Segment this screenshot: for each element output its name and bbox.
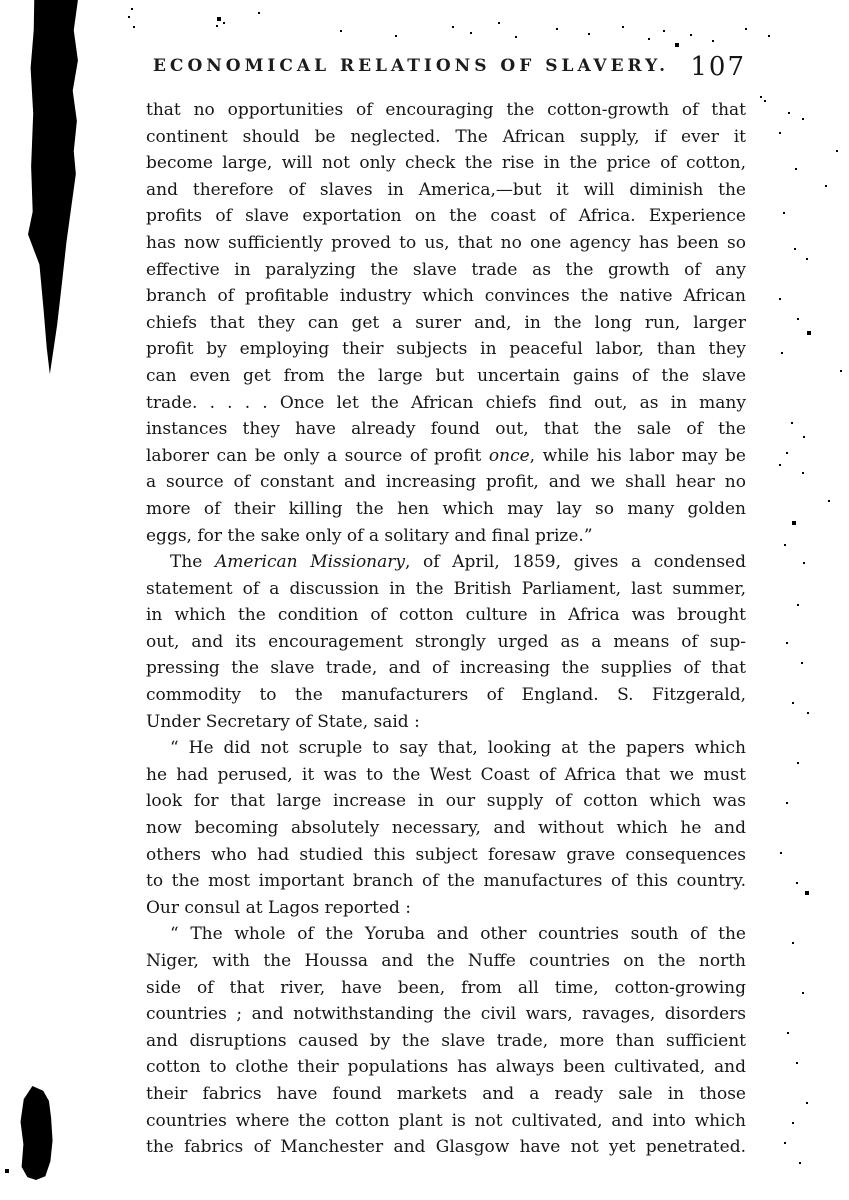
text-line: and disruptions caused by the slave trade, more than sufficient — [146, 1030, 746, 1051]
text-line: countries ; and notwithstanding the civil wars, ravages, disorders — [146, 1004, 746, 1025]
text-line: “ The whole of the Yoruba and other countries south of the — [170, 924, 746, 945]
text-line: and therefore of slaves in America,—but it will diminish the — [146, 179, 746, 200]
text-line: to the most important branch of the manufactures of this country. — [146, 871, 746, 892]
text-line: profit by employing their subjects in peaceful labor, than they — [146, 339, 746, 360]
text-line: look for that large increase in our supply of cotton which was — [146, 791, 746, 812]
text-line: The American Missionary, of April, 1859, gives a condensed — [170, 552, 746, 573]
text-line: Under Secretary of State, said : — [146, 711, 420, 732]
text-line: more of their killing the hen which may lay so many golden — [146, 498, 746, 519]
text-line: a source of constant and increasing profit, and we shall hear no — [146, 472, 746, 493]
text-line: laborer can be only a source of profit once, while his labor may be — [146, 445, 746, 466]
text-line: chiefs that they can get a surer and, in the long run, larger — [146, 312, 746, 333]
text-line: the fabrics of Manchester and Glasgow have not yet penetrated. — [146, 1137, 746, 1158]
scan-speckles — [0, 0, 2, 2]
text-line: trade. . . . . Once let the African chiefs find out, as in many — [146, 392, 746, 413]
text-line: continent should be neglected. The African supply, if ever it — [146, 126, 746, 147]
text-line: side of that river, have been, from all time, cotton-growing — [146, 977, 746, 998]
text-block — [146, 97, 746, 1161]
text-line: can even get from the large but uncertain gains of the slave — [146, 365, 746, 386]
ink-blot-top-left — [28, 0, 80, 378]
text-line: cotton to clothe their populations has always been cultivated, and — [146, 1057, 746, 1078]
text-line: he had perused, it was to the West Coast of Africa that we must — [146, 764, 746, 785]
text-line: their fabrics have found markets and a ready sale in those — [146, 1083, 746, 1104]
text-line: pressing the slave trade, and of increasing the supplies of that — [146, 658, 746, 679]
running-title: ECONOMICAL RELATIONS OF SLAVERY. — [152, 56, 670, 76]
text-line: has now sufficiently proved to us, that no one agency has been so — [146, 232, 746, 253]
text-line: out, and its encouragement strongly urged as a means of sup- — [146, 631, 746, 652]
text-line: now becoming absolutely necessary, and without which he and — [146, 818, 746, 839]
text-line: instances they have already found out, that the sale of the — [146, 419, 746, 440]
text-line: Our consul at Lagos reported : — [146, 897, 412, 918]
text-line: effective in paralyzing the slave trade as the growth of any — [146, 259, 746, 280]
page-header — [146, 52, 746, 90]
text-line: eggs, for the sake only of a solitary and final prize.” — [146, 525, 593, 546]
text-line: profits of slave exportation on the coast of Africa. Experience — [146, 206, 746, 227]
ink-blot-bottom-left — [18, 1086, 54, 1180]
text-line: others who had studied this subject foresaw grave consequences — [146, 844, 746, 865]
text-line: branch of profitable industry which convinces the native African — [146, 286, 746, 307]
text-line: become large, will not only check the rise in the price of cotton, — [146, 153, 746, 174]
page-number: 107 — [690, 52, 746, 82]
text-line: countries where the cotton plant is not cultivated, and into which — [146, 1110, 746, 1131]
text-line: commodity to the manufacturers of England. S. Fitzgerald, — [146, 685, 746, 706]
text-line: in which the condition of cotton culture in Africa was brought — [146, 605, 746, 626]
text-line: “ He did not scruple to say that, looking at the papers which — [170, 738, 746, 759]
text-line: Niger, with the Houssa and the Nuffe countries on the north — [146, 951, 746, 971]
text-line: that no opportunities of encouraging the cotton-growth of that — [146, 100, 746, 120]
text-line: statement of a discussion in the British Parliament, last summer, — [146, 578, 746, 599]
